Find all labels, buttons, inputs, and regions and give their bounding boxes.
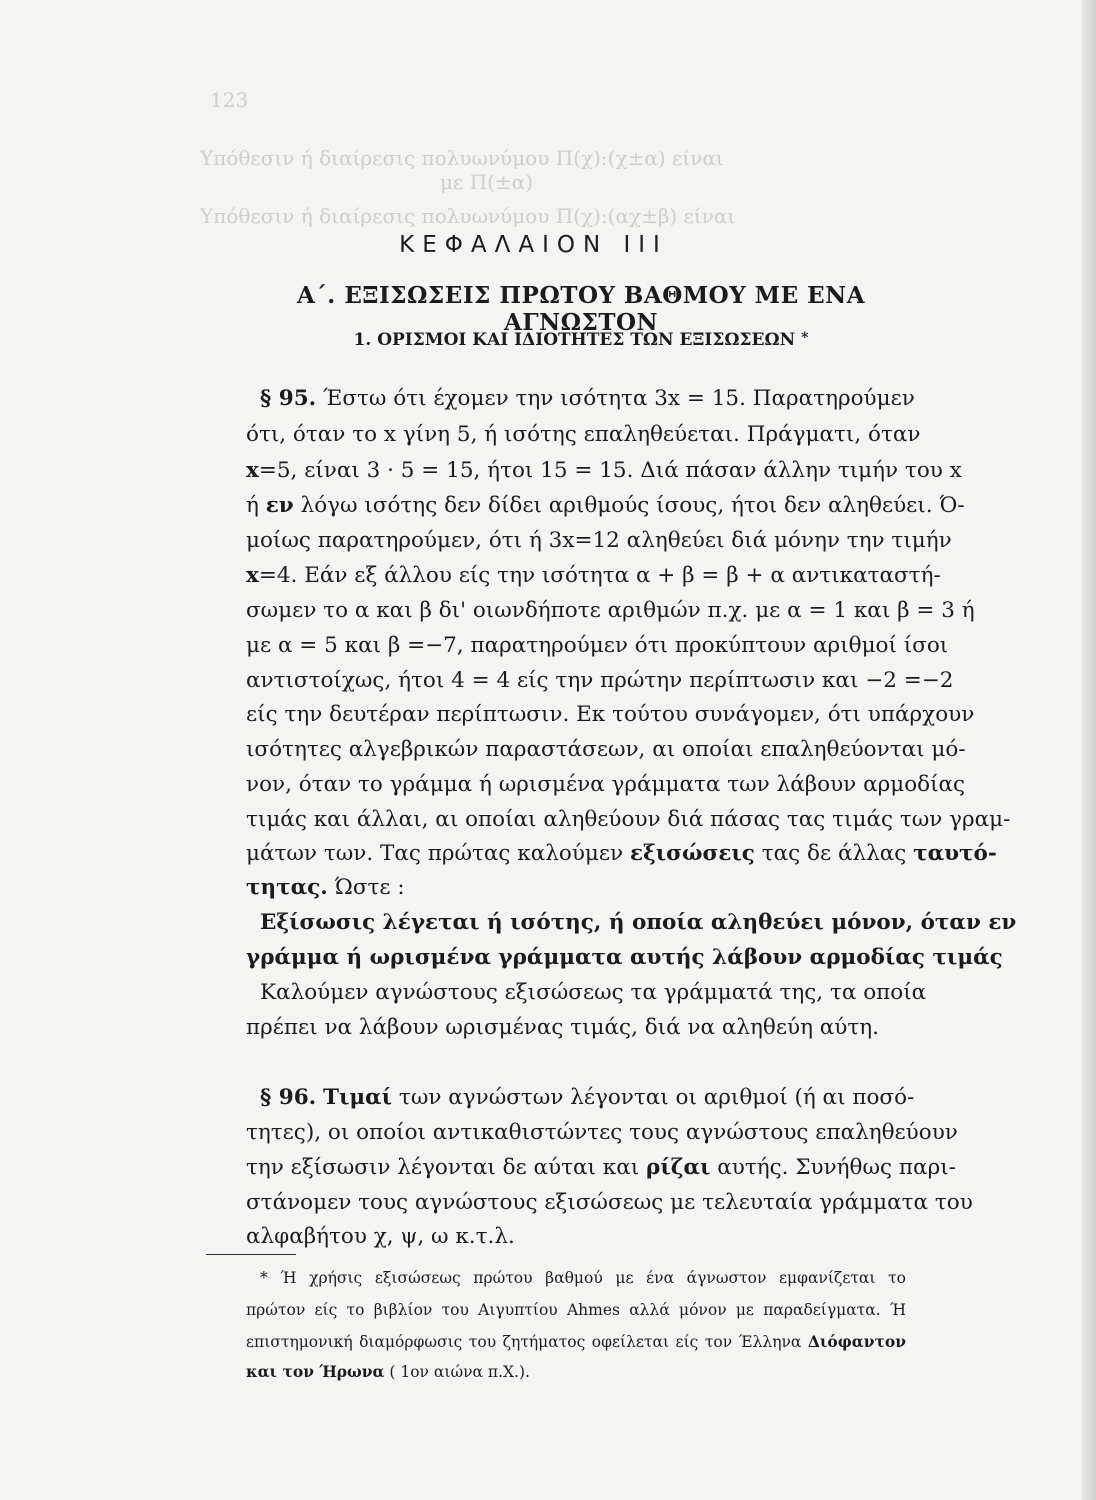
footnote-marker: * [801, 330, 809, 346]
line-text: την εξίσωσιν λέγονται δε αύται και [246, 1155, 640, 1180]
bleed-through-text: Υπόθεσιν ή διαίρεσις πολυωνύμου Π(χ):(χ±α) είναι [200, 146, 724, 170]
line-text: αυτής. Συνήθως παρι- [717, 1155, 956, 1180]
line-text: =5, είναι 3 · 5 = 15, ήτοι 15 = 15. Διά πάσαν άλλην τιμήν του x [258, 458, 962, 483]
term-equations: εξισώσεις [629, 841, 755, 866]
paragraph-line [246, 877, 906, 899]
subsection-title [246, 330, 916, 350]
variable-x: x [246, 458, 259, 483]
paragraph-line: μοίως παρατηρούμεν, ότι ή 3x=12 αληθεύει διά μόνην την τιμήν [246, 528, 952, 553]
paragraph-line: στάνομεν τους αγνώστους εξισώσεως με τελευταία γράμματα του [246, 1190, 973, 1215]
paragraph-line: τιμάς και άλλαι, αι οποίαι αληθεύουν διά πάσας τας τιμάς των γραμ- [246, 807, 1011, 832]
paragraph-line: αντιστοίχως, ήτοι 4 = 4 είς την πρώτην περίπτωσιν και −2 =−2 [246, 668, 954, 693]
footnote-line [246, 1334, 906, 1351]
paragraph-line: πρέπει να λάβουν ωρισμένας τιμάς, διά να αληθεύη αύτη. [246, 1015, 879, 1040]
variable-x: x [246, 563, 259, 588]
term-identities-end: τητας. [246, 875, 328, 900]
paragraph-line: είς την δευτέραν περίπτωσιν. Εκ τούτου συνάγομεν, ότι υπάρχουν [246, 702, 975, 727]
subsection-title-text: 1. ΟΡΙΣΜΟΙ ΚΑΙ ΙΔΙΟΤΗΤΕΣ ΤΩΝ ΕΞΙΣΩΣΕΩΝ [353, 330, 796, 350]
paragraph-line [246, 841, 997, 866]
name-diophantus: Διόφαντον [807, 1332, 906, 1351]
term-roots: ρίζαι [646, 1155, 711, 1180]
section-label: § 96. [260, 1085, 317, 1110]
line-text: Έστω ότι έχομεν την ισότητα 3x = 15. Παρατηρούμεν [322, 386, 915, 411]
paragraph-line: με α = 5 και β =−7, παρατηρούμεν ότι προκύπτουν αριθμοί ίσοι [246, 633, 949, 658]
name-heron: και τον Ήρωνα [246, 1362, 385, 1381]
paragraph-line [260, 1085, 915, 1110]
page-edge [1082, 0, 1096, 1500]
paragraph-line [246, 493, 965, 518]
term-values: Τιμαί [322, 1085, 393, 1110]
paragraph-line: σωμεν το α και β δι' οιωνδήποτε αριθμών π.χ. με α = 1 και β = 3 ή [246, 598, 975, 623]
emphasis: εν [265, 493, 294, 518]
paragraph-line [246, 1155, 956, 1180]
term-identities: ταυτό- [913, 841, 997, 866]
paragraph-line: ότι, όταν το x γίνη 5, ή ισότης επαληθεύεται. Πράγματι, όταν [246, 422, 921, 447]
paragraph-line [260, 386, 915, 411]
definition-line: Εξίσωσις λέγεται ή ισότης, ή οποία αληθεύει μόνον, όταν εν [260, 910, 1017, 935]
footnote-separator [206, 1254, 296, 1255]
paragraph-line: Καλούμεν αγνώστους εξισώσεως τα γράμματά της, τα οποία [260, 980, 927, 1005]
paragraph-line [246, 458, 962, 483]
line-text: επιστημονική διαμόρφωσις του ζητήματος οφείλεται είς τον Έλληνα [246, 1333, 802, 1351]
bleed-through-text: με Π(±α) [440, 170, 534, 194]
paragraph-line: αλφαβήτου χ, ψ, ω κ.τ.λ. [246, 1224, 515, 1249]
paragraph-line: ισότητες αλγεβρικών παραστάσεων, αι οποίαι επαληθεύονται μό- [246, 737, 966, 762]
definition-line: γράμμα ή ωρισμένα γράμματα αυτής λάβουν αρμοδίας τιμάς [246, 945, 1003, 970]
line-text: των αγνώστων λέγονται οι αριθμοί (ή αι ποσό- [398, 1085, 915, 1110]
line-text: ή [246, 493, 259, 518]
bleed-through-text: Υπόθεσιν ή διαίρεσις πολυωνύμου Π(χ):(αχ±β) είναι [200, 204, 736, 228]
paragraph-line: τητες), οι οποίοι αντικαθιστώντες τους αγνώστους επαληθεύουν [246, 1120, 958, 1145]
line-text: Ώστε : [334, 875, 405, 900]
section-label: § 95. [260, 386, 317, 411]
footnote-line: * Ή χρήσις εξισώσεως πρώτου βαθμού με ένα άγνωστον εμφανίζεται το [260, 1269, 906, 1287]
line-text: μάτων των. Τας πρώτας καλούμεν [246, 841, 624, 866]
line-text: λόγω ισότης δεν δίδει αριθμούς ίσους, ήτοι δεν αληθεύει. Ό- [300, 493, 965, 518]
line-text: ( 1ον αιώνα π.Χ.). [389, 1363, 530, 1381]
line-text: =4. Εάν εξ άλλου είς την ισότητα α + β = β + α αντικαταστή- [258, 563, 941, 588]
paragraph-line [246, 563, 941, 588]
paragraph-line: νον, όταν το γράμμα ή ωρισμένα γράμματα των λάβουν αρμοδίας [246, 772, 966, 797]
section-title: Α΄. ΕΞΙΣΩΣΕΙΣ ΠΡΩΤΟΥ ΒΑΘΜΟΥ ΜΕ ΕΝΑ ΑΓΝΩΣΤΟΝ [296, 282, 866, 336]
footnote-line: πρώτον είς το βιβλίον του Αιγυπτίου Ahmes αλλά μόνον με παραδείγματα. Ή [246, 1301, 906, 1319]
bleed-through-text: 123 [210, 88, 249, 112]
chapter-heading: ΚΕΦΑΛΑΙΟΝ ΙΙΙ [399, 232, 668, 258]
line-text: τας δε άλλας [761, 841, 907, 866]
footnote-line [246, 1364, 906, 1381]
